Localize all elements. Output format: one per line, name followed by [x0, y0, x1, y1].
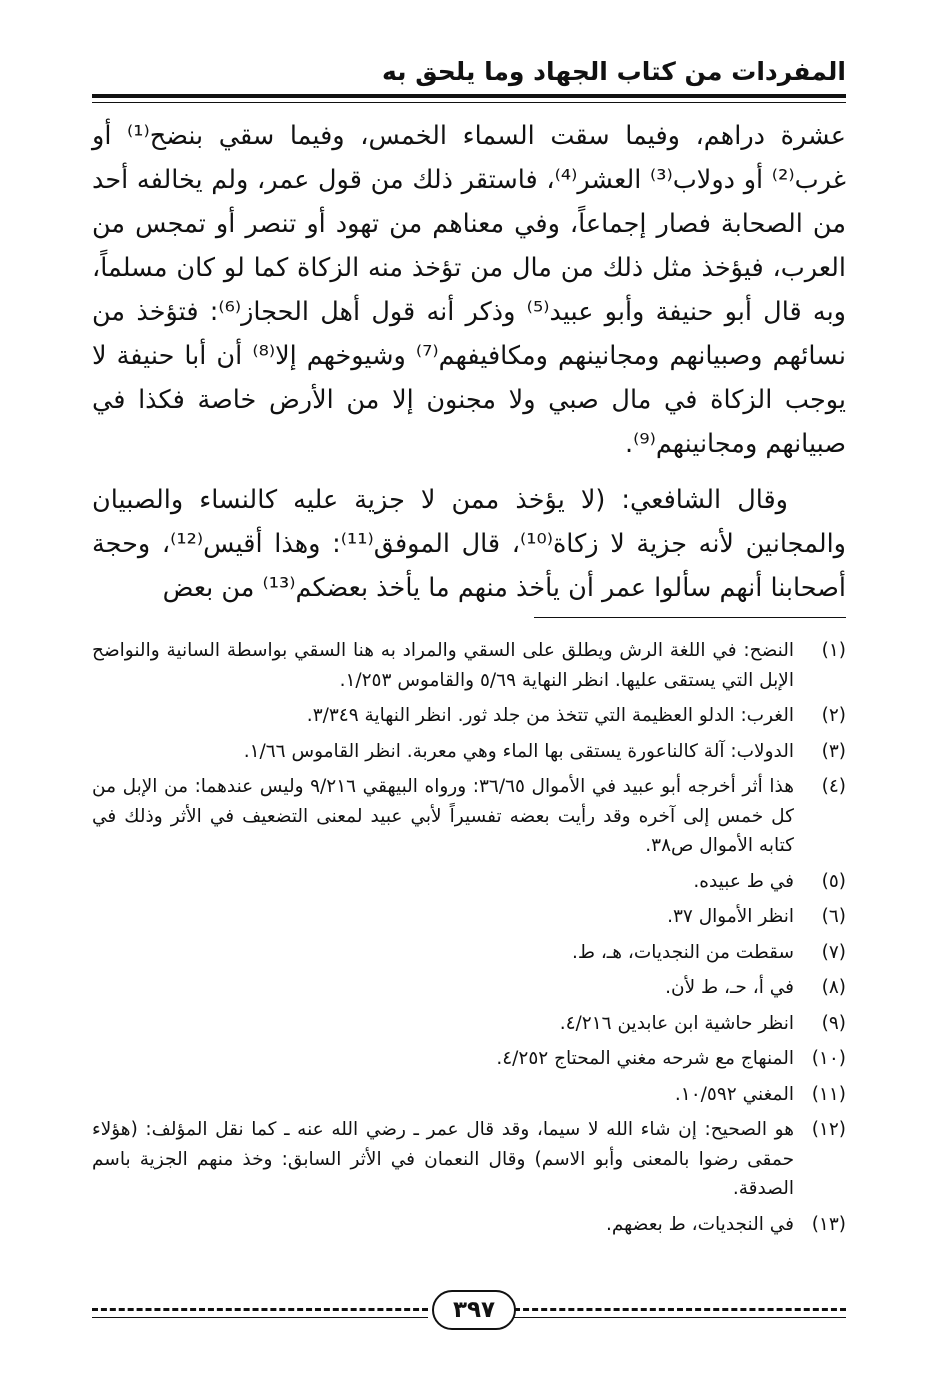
footnote-text: المغني ١٠/٥٩٢.	[674, 1083, 794, 1105]
header-rule-thin	[92, 102, 846, 103]
footnote-text: النضح: في اللغة الرش ويطلق على السقي والمراد به هنا السقي بواسطة السانية والنواضح الإبل التي يستقى عليها. انظر النهاية ٥/٦٩ والقاموس ١/٢٥٣.	[92, 640, 794, 691]
footnote-item	[92, 1009, 846, 1039]
footnote-number: (١)	[821, 640, 846, 661]
footnote-number: (١٠)	[811, 1048, 846, 1069]
footnote-item	[92, 1115, 846, 1204]
body-paragraph: عشرة دراهم، وفيما سقت السماء الخمس، وفيما سقي بنضح⁽¹⁾ أو غرب⁽²⁾ أو دولاب⁽³⁾ العشر⁽⁴⁾، فاستقر ذلك من قول عمر، ولم يخالفه أحد من الصحابة فصار إجماعاً، وفي معناهم من تهود أو تنصر أو تمجس من العرب، فيؤخذ مثل ذلك من مال من تؤخذ منه الزكاة كما لو كان مسلماً، وبه قال أبو حنيفة وأبو عبيد⁽⁵⁾ وذكر أنه قول أهل الحجاز⁽⁶⁾: فتؤخذ من نسائهم وصبيانهم ومجانينهم ومكافيفهم⁽⁷⁾ وشيوخهم إلا⁽⁸⁾ أن أبا حنيفة لا يوجب الزكاة في مال صبي ولا مجنون إلا من الأرض خاصة فكذا في صبيانهم ومجانينهم⁽⁹⁾.	[92, 121, 847, 459]
footnote-text: سقطت من النجديات، هـ، ط.	[571, 941, 794, 963]
footnote-item	[92, 1210, 846, 1240]
footnote-number: (٧)	[821, 941, 846, 963]
footer-rule-dashed-left	[92, 1308, 428, 1311]
footer-rule-dashed-right	[514, 1308, 846, 1311]
footnote-number: (٦)	[821, 906, 846, 927]
footnote-text: في النجديات، ط بعضهم.	[605, 1213, 794, 1235]
running-title: المفردات من كتاب الجهاد وما يلحق به	[381, 57, 846, 86]
footnote-item	[92, 636, 846, 695]
footnote-text: هذا أثر أخرجه أبو عبيد في الأموال ٣٦/٦٥: ورواه البيهقي ٩/٢١٦ وليس عندهما: من الإبل من كل خمس إلى آخره وقد رأيت بعضه تفسيراً لأبي عبيد لمعنى التضعيف في الأثر وذلك في كتابه الأموال ص٣٨.	[92, 776, 794, 856]
main-text	[92, 114, 846, 610]
header-rule-thick	[92, 94, 846, 98]
footnote-number: (٩)	[821, 1012, 846, 1034]
footnote-item	[92, 1044, 846, 1074]
footnotes	[92, 636, 846, 1245]
footnote-number: (١٣)	[811, 1213, 846, 1235]
footnote-number: (١٢)	[811, 1119, 846, 1140]
body-paragraph: وقال الشافعي: (لا يؤخذ ممن لا جزية عليه كالنساء والصبيان والمجانين لأنه جزية لا زكاة⁽¹⁰⁾، قال الموفق⁽¹¹⁾: وهذا أقيس⁽¹²⁾، وحجة أصحابنا أنهم سألوا عمر أن يأخذ منهم ما يأخذ بعضكم⁽¹³⁾ من بعض	[92, 485, 846, 603]
footer-rule-thin-left	[92, 1317, 428, 1318]
footnote-text: انظر الأموال ٣٧.	[667, 906, 794, 927]
footnote-text: في ط عبيده.	[693, 870, 794, 892]
footer-rule-thin-right	[514, 1317, 846, 1318]
footnote-item	[92, 973, 846, 1003]
footnote-item	[92, 902, 846, 932]
footnote-item	[92, 701, 846, 731]
footnote-text: في أ، حـ، ط لأن.	[665, 977, 794, 998]
footnote-item	[92, 772, 846, 861]
footnote-text: الدولاب: آلة كالناعورة يستقى بها الماء وهي معربة. انظر القاموس ١/٦٦.	[243, 740, 794, 762]
page-number: ٣٩٧	[432, 1290, 516, 1330]
footnote-item	[92, 938, 846, 968]
footnote-text: هو الصحيح: إن شاء الله لا سيما، وقد قال عمر ـ رضي الله عنه ـ كما نقل المؤلف: (هؤلاء حمقى رضوا بالمعنى وأبو الاسم) وقال النعمان في الأثر السابق: وخذ منهم الجزية باسم الصدقة.	[92, 1119, 794, 1199]
footnote-text: انظر حاشية ابن عابدين ٤/٢١٦.	[559, 1012, 794, 1034]
footnote-number: (٤)	[821, 776, 846, 797]
footnote-number: (٢)	[821, 705, 846, 726]
footnote-number: (١١)	[811, 1083, 846, 1105]
footnote-separator	[534, 617, 846, 618]
footnote-number: (٨)	[821, 977, 846, 998]
footnote-text: الغرب: الدلو العظيمة التي تتخذ من جلد ثور. انظر النهاية ٣/٣٤٩.	[306, 705, 794, 726]
footnote-text: المنهاج مع شرحه مغني المحتاج ٤/٢٥٢.	[496, 1048, 794, 1069]
footnote-item	[92, 737, 846, 767]
footnote-item	[92, 867, 846, 897]
footnote-number: (٣)	[821, 740, 846, 762]
footnote-number: (٥)	[821, 870, 846, 892]
footnote-item	[92, 1080, 846, 1110]
